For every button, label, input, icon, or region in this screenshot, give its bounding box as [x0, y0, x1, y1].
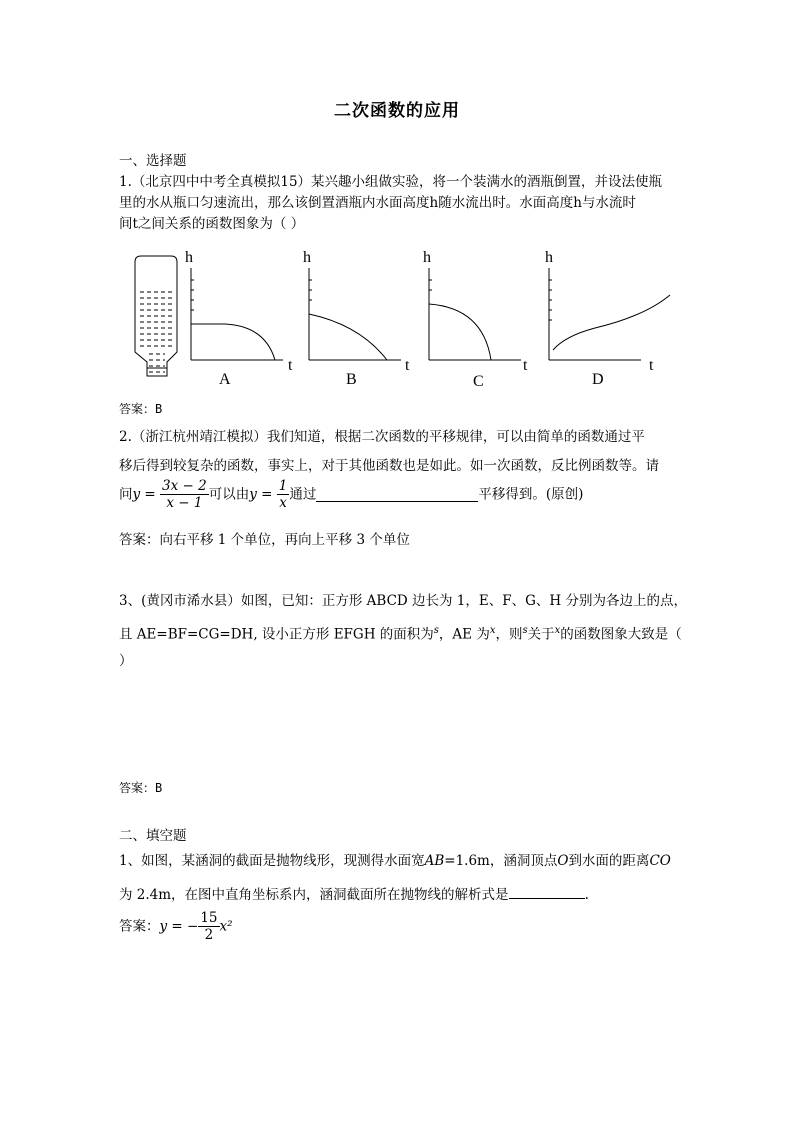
q2-ask: 问	[119, 486, 133, 503]
s2q1-o: O	[557, 853, 569, 869]
graph-b	[309, 268, 401, 360]
graph-d-option-label: D	[592, 371, 604, 388]
q3-line2b: ，AE 为	[438, 626, 490, 643]
q3-var-x-2: x	[554, 625, 561, 636]
s2q1-answer-label: 答案：	[119, 918, 160, 935]
s2q1-line2	[119, 884, 589, 906]
q2-frac2-den: x	[279, 495, 287, 511]
q3-line2	[119, 620, 682, 646]
graph-b-t-label: t	[405, 357, 410, 374]
s2q1-ans-num: 15	[200, 910, 218, 926]
q3-line2c: ，则	[495, 626, 523, 643]
q2-line2: 移后得到较复杂的函数，事实上，对于其他函数也是如此。如一次函数，反比例函数等。请	[119, 458, 659, 474]
q3-line3: ）	[119, 653, 133, 669]
s2q1-line1a: 1、如图，某涵洞的截面是抛物线形，现测得水面宽	[119, 853, 425, 869]
q2-answer-blank[interactable]	[316, 487, 478, 502]
q3-line2e: 的函数图象大致是（	[560, 626, 682, 643]
s2q1-line2b: .	[584, 887, 589, 903]
q2-y-eq-2: y =	[249, 486, 273, 503]
section-heading-choice: 一、选择题	[119, 153, 187, 169]
s2q1-line1b: =1.6m，涵洞顶点	[444, 853, 558, 869]
q2-via: 通过	[289, 486, 317, 503]
q2-line1: 2.（浙江杭州靖江模拟）我们知道，根据二次函数的平移规律，可以由简单的函数通过平	[119, 429, 645, 445]
q3-var-s: s	[433, 625, 439, 636]
q3-line1: 3、(黄冈市浠水县）如图，已知：正方形 ABCD 边长为 1，E、F、G、H 分别为各边上的点，	[119, 593, 687, 609]
q3-line2a: 且 AE=BF=CG=DH, 设小正方形 EFGH 的面积为	[119, 626, 434, 643]
graph-b-h-label: h	[303, 249, 311, 266]
q2-answer: 答案：向右平移 1 个单位，再向上平移 3 个单位	[119, 532, 410, 548]
q2-y-eq: y =	[132, 486, 156, 503]
q1-line1: 1.（北京四中中考全真模拟15）某兴趣小组做实验，将一个装满水的酒瓶倒置，并设法使瓶	[119, 174, 663, 190]
s2q1-answer-blank[interactable]	[509, 884, 585, 899]
graph-a-t-label: t	[288, 357, 293, 374]
q3-answer: 答案：B	[119, 781, 163, 795]
q2-line3	[119, 478, 583, 511]
q1-figure	[125, 240, 685, 390]
graph-c-option-label: C	[473, 373, 484, 390]
graph-d	[549, 268, 670, 360]
q2-frac2-num: 1	[278, 478, 288, 494]
s2q1-co: CO	[649, 853, 671, 869]
s2q1-ab: AB	[424, 853, 445, 869]
q3-var-s-2: s	[522, 625, 528, 636]
graph-b-option-label: B	[346, 371, 357, 388]
q2-frac1-den: x − 1	[166, 495, 203, 511]
q2-fraction-2	[277, 478, 290, 511]
q1-line3: 间t之间关系的函数图象为（ ）	[119, 216, 305, 232]
s2q1-ans-den: 2	[204, 927, 214, 943]
graph-a-h-label: h	[185, 249, 193, 266]
q1-answer: 答案：B	[119, 402, 163, 416]
graph-c-t-label: t	[523, 357, 528, 374]
graph-a	[191, 268, 283, 360]
q2-tail: 平移得到。(原创)	[478, 486, 584, 503]
s2q1-ans-fraction	[198, 910, 219, 943]
graph-c-h-label: h	[423, 249, 431, 266]
s2q1-line2a: 为 2.4m，在图中直角坐标系内，涵洞截面所在抛物线的解析式是	[119, 887, 509, 903]
s2q1-answer	[119, 910, 233, 943]
s2q1-line1c: 到水面的距离	[568, 853, 650, 869]
q3-line2d: 关于	[527, 626, 555, 643]
graph-d-t-label: t	[649, 357, 654, 374]
q1-line2: 里的水从瓶口匀速流出，那么该倒置酒瓶内水面高度h随水流出时。水面高度h与水流时	[119, 195, 636, 211]
s2q1-ans-x: x²	[219, 918, 233, 935]
q2-fraction-1	[160, 478, 209, 511]
q3-var-x: x	[489, 625, 496, 636]
q2-frac1-num: 3x − 2	[162, 478, 207, 494]
s2q1-ans-y: y = −	[159, 918, 199, 935]
page-title: 二次函数的应用	[334, 101, 460, 121]
s2q1-line1	[119, 850, 671, 872]
graph-a-option-label: A	[219, 371, 231, 388]
graph-d-h-label: h	[545, 249, 553, 266]
axis-ticks	[191, 280, 552, 320]
q2-mid: 可以由	[208, 486, 250, 503]
section-heading-fill: 二、填空题	[119, 828, 187, 844]
bottle-icon	[135, 256, 177, 376]
graph-c	[429, 268, 521, 360]
